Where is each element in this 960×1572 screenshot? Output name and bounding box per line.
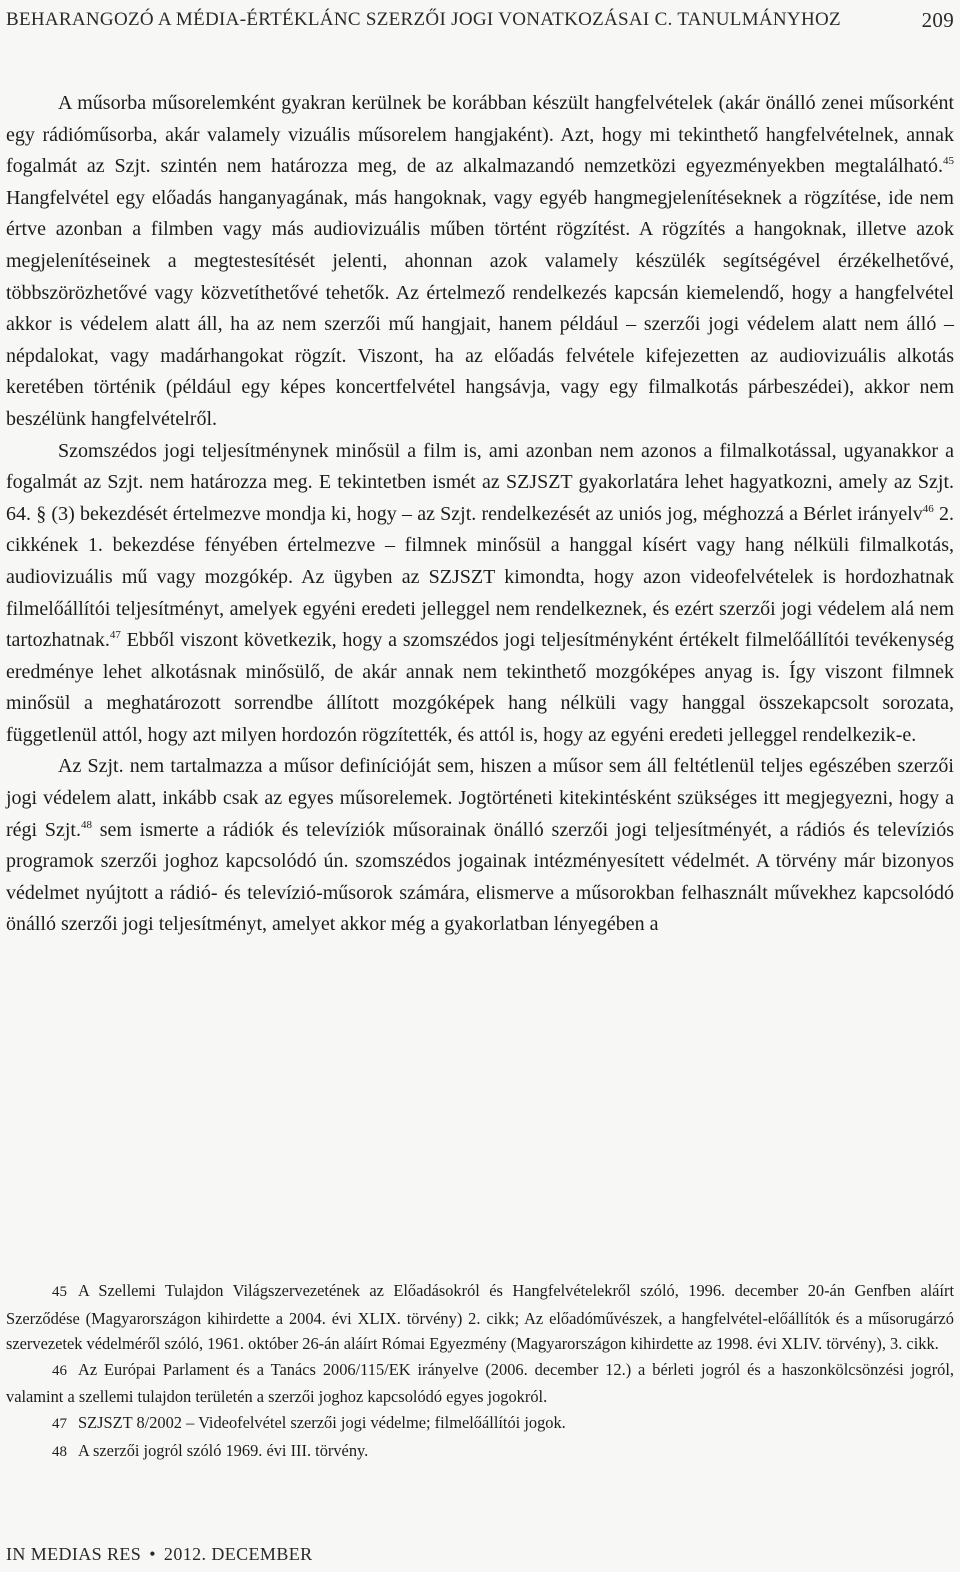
journal-name: IN MEDIAS RES xyxy=(6,1544,142,1564)
footnote-ref[interactable]: 45 xyxy=(943,155,954,168)
bullet-separator: • xyxy=(149,1544,156,1564)
paragraph-text: A műsorba műsorelemként gyakran kerülnek be korábban készült hangfelvételek (akár önálló zenei műsorként egy rádióműsorba, akár valamely vizuális műsorelem hangjaként). Azt, hogy mi tekinthető hangfelvételnek, annak fogalmát az Szjt. szintén nem határozza meg, de az alkalmazandó nemzetközi egyezményekben megtalálható. xyxy=(6,92,954,178)
footnote-text: A szerzői jogról szóló 1969. évi III. törvény. xyxy=(78,1440,369,1460)
footnote-ref[interactable]: 48 xyxy=(80,818,92,831)
paragraph xyxy=(6,436,954,752)
paragraph-text: Szomszédos jogi teljesítménynek minősül a film is, ami azonban nem azonos a filmalkotással, ugyanakkor a fogalmát az Szjt. nem határozza meg. E tekintetben ismét az SZJSZT gyakorlatára lehet hagyatkozni, amely az Szjt. 64. § (3) bekezdését értelmezve mondja ki, hogy – az Szjt. rendelkezését az uniós jog, méghozzá a Bérlet irányelv xyxy=(6,439,954,525)
footnote-ref[interactable]: 47 xyxy=(109,629,121,642)
footnotes xyxy=(6,1278,954,1465)
footnote xyxy=(6,1357,954,1410)
paragraph-text: 2. cikkének 1. bekezdése fényében értelmezve – filmnek minősül a hanggal kísért vagy hang nélküli filmalkotás, audiovizuális mű vagy mozgókép. Az ügyben az SZJSZT kimondta, hogy azon videofelvételek is hordozhatnak filmelőállítói teljesítményt, amelyek egyéni eredeti jelleggel nem rendelkeznek, és ezért szerzői jogi védelem alá nem tartozhatnak. xyxy=(6,502,955,652)
footnote-number: 47 xyxy=(52,1415,67,1432)
issue-date: 2012. DECEMBER xyxy=(163,1544,313,1564)
footnote-text: A Szellemi Tulajdon Világszervezetének az Előadásokról és Hangfelvételekről szóló, 1996. december 20-án Genfben aláírt Szerződése (Magyarországon kihirdette a 2004. évi XLIX. törvény) 2. cikk; Az előadóművészek, a hangfelvétel-előállítók és a műsorugárzó szervezetek védelméről szóló, 1961. október 26-án aláírt Római Egyezmény (Magyarországon kihirdette az 1998. évi XLIV. törvény), 3. cikk. xyxy=(6,1281,954,1354)
paragraph-text: Ebből viszont következik, hogy a szomszédos jogi teljesítményként értékelt filmelőállítói tevékenység eredménye lehet alkotásnak minősülő, de akár annak nem tekinthető mozgóképes anyag is. Így viszont filmnek minősül a meghatározott sorrendbe állított mozgóképek hang nélküli vagy hanggal összekapcsolt sorozata, függetlenül attól, hogy azt milyen hordozón rögzítették, és attól is, hogy az egyéni eredeti jelleggel rendelkezik-e. xyxy=(6,629,954,746)
footnote-number: 45 xyxy=(52,1284,67,1300)
footnote-number: 46 xyxy=(52,1362,67,1379)
paragraph xyxy=(6,88,954,436)
footnote-number: 48 xyxy=(52,1443,67,1460)
running-title: BEHARANGOZÓ A MÉDIA-ÉRTÉKLÁNC SZERZŐI JOGI VONATKOZÁSAI C. TANULMÁNYHOZ xyxy=(6,9,841,30)
footnote-text: Az Európai Parlament és a Tanács 2006/115/EK irányelve (2006. december 12.) a bérleti jogról és a haszonkölcsönzési jogról, valamint a szellemi tulajdon területén a szerzői joghoz kapcsolódó egyes jogokról. xyxy=(6,1359,954,1407)
paragraph xyxy=(6,751,954,941)
running-header xyxy=(6,0,954,40)
paragraph-text: Hangfelvétel egy előadás hanganyagának, más hangoknak, vagy egyéb hangmegjelenítéseknek a rögzítése, ide nem értve azonban a filmben vagy más audiovizuális műben történt rögzítést. A rögzítés a hangoknak, illetve azok megjelenítéseinek a megtestesítését jelenti, ahonnan azok valamely készülék segítségével érzékelhetővé, többszörözhetővé vagy közvetíthetővé tehetők. Az értelmező rendelkezés kapcsán kiemelendő, hogy a hangfelvétel akkor is védelem alatt áll, ha az nem szerzői mű hangjait, hanem például – szerzői jogi védelem alatt nem álló – népdalokat, vagy madárhangokat rögzít. Viszont, ha az előadás felvétele kifejezetten az audiovizuális alkotás keretében történik (például egy képes koncertfelvétel hangsávja, vagy egy filmalkotás párbeszédei), akkor nem beszélünk hangfelvételről. xyxy=(6,186,954,430)
paragraph-text: sem ismerte a rádiók és televíziók műsorainak önálló szerzői jogi teljesítményét, a rádiós és televíziós programok szerzői joghoz kapcsolódó ún. szomszédos jogainak intézményesített védelmét. A törvény már bizonyos védelmet nyújtott a rádió- és televízió-műsorok számára, elismerve a műsorokban felhasznált művekhez kapcsolódó önálló szerzői jogi teljesítményt, amelyet akkor még a gyakorlatban lényegében a xyxy=(6,818,954,936)
footnote xyxy=(6,1410,954,1438)
body-text xyxy=(6,88,954,941)
running-footer xyxy=(6,1544,313,1565)
footnote-ref[interactable]: 46 xyxy=(922,502,934,515)
paragraph-text: Az Szjt. nem tartalmazza a műsor definícióját sem, hiszen a műsor sem áll feltétlenül teljes egészében szerzői jogi védelem alatt, inkább csak az egyes műsorelemek. Jogtörténeti kitekintésként szükséges itt megjegyezni, hogy a régi Szjt. xyxy=(6,755,954,841)
footnote xyxy=(6,1278,954,1357)
page-number: 209 xyxy=(921,7,954,32)
footnote xyxy=(6,1438,954,1466)
footnote-text: SZJSZT 8/2002 – Videofelvétel szerzői jogi védelme; filmelőállítói jogok. xyxy=(78,1412,566,1432)
